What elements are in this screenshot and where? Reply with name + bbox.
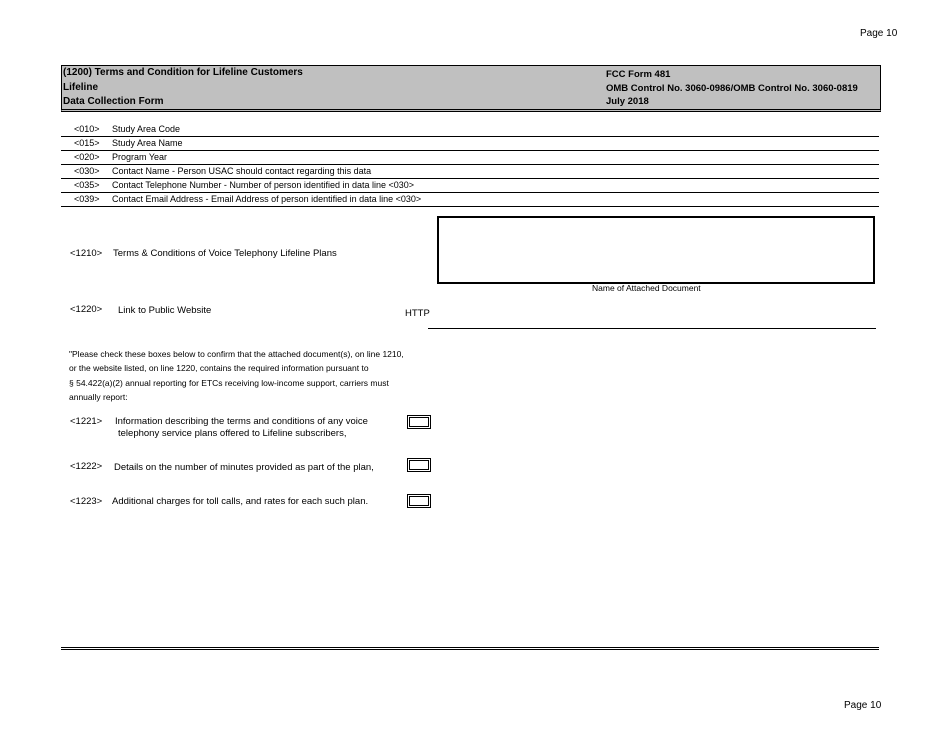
code-1220: <1220> — [70, 304, 103, 315]
form-header — [61, 65, 881, 112]
attached-document-field[interactable] — [437, 216, 875, 284]
row-study-area-name[interactable]: <015> Study Area Name — [61, 137, 879, 151]
checkbox-1221[interactable] — [407, 415, 431, 429]
header-subtitle: Lifeline — [63, 81, 99, 93]
code-1222: <1222> — [70, 461, 103, 472]
omb-control: OMB Control No. 3060-0986/OMB Control No. 3060-0819 — [606, 82, 858, 94]
row-contact-telephone[interactable]: <035> Contact Telephone Number - Number of person identified in data line <030> — [61, 179, 879, 193]
form-number: FCC Form 481 — [606, 69, 671, 80]
code-1210: <1210> — [70, 248, 103, 259]
http-prefix: HTTP — [405, 308, 430, 319]
label-1223: Additional charges for toll calls, and rates for each such plan. — [112, 496, 369, 507]
footer-divider — [61, 647, 879, 650]
checkbox-1222[interactable] — [407, 458, 431, 472]
header-form-type: Data Collection Form — [63, 96, 164, 107]
row-study-area-code[interactable]: <010> Study Area Code — [61, 123, 879, 137]
confirmation-note: "Please check these boxes below to confirm that the attached document(s), on line 1210, or the website listed, on line 1220, contains the required information pursuant to § 54.422(a)(2) annual reporting for ETCs receiving low-income support, carriers must annually report: — [69, 349, 404, 402]
form-date: July 2018 — [606, 96, 649, 107]
info-rows — [61, 123, 879, 207]
label-1210: Terms & Conditions of Voice Telephony Lifeline Plans — [113, 248, 337, 259]
row-program-year[interactable]: <020> Program Year — [61, 151, 879, 165]
page-number-bottom: Page 10 — [844, 700, 882, 711]
row-contact-email[interactable]: <039> Contact Email Address - Email Address of person identified in data line <030> — [61, 193, 879, 207]
checkbox-1223[interactable] — [407, 494, 431, 508]
label-1221: Information describing the terms and conditions of any voice telephony service plans offered to Lifeline subscribers, — [115, 416, 368, 439]
code-1223: <1223> — [70, 496, 103, 507]
label-1222: Details on the number of minutes provided as part of the plan, — [114, 462, 374, 473]
attached-document-caption: Name of Attached Document — [592, 283, 701, 293]
header-title: (1200) Terms and Condition for Lifeline Customers — [63, 67, 303, 78]
website-url-field[interactable] — [428, 328, 876, 329]
label-1220: Link to Public Website — [118, 305, 212, 316]
row-contact-name[interactable]: <030> Contact Name - Person USAC should contact regarding this data — [61, 165, 879, 179]
page-number-top: Page 10 — [860, 28, 898, 39]
code-1221: <1221> — [70, 416, 103, 427]
